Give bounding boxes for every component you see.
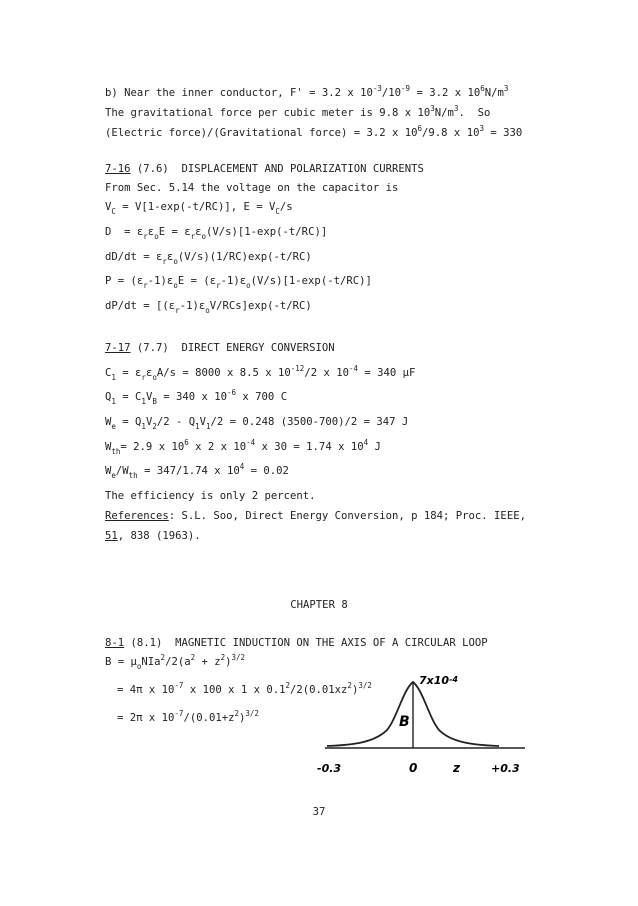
equation-line: $V_C = V[1-\exp(-t/RC)]$, $E = V_C/s$ xyxy=(105,201,293,216)
section-heading-7-16 xyxy=(105,162,424,176)
text-line: From Sec. 5.14 the voltage on the capacitor is xyxy=(105,182,399,194)
peak-label: 7x10-4 xyxy=(419,674,458,687)
section-number: 7-16 xyxy=(105,163,131,175)
equation-line: $W_{th}= 2.9$ x $10^6$ x 2 x $10^{-4}$ x 30 = 1.74 x $10^4$ J xyxy=(105,438,381,456)
equation-line: $B = \mu_oNIa^2/2(a^2 + z^2)^{3/2}$ xyxy=(105,653,246,671)
references-text: , 838 (1963). xyxy=(117,530,201,542)
references-line xyxy=(105,509,526,523)
section-title: (7.7) DIRECT ENERGY CONVERSION xyxy=(130,342,335,354)
section-heading-7-17 xyxy=(105,341,335,355)
x-center-label: 0 xyxy=(409,761,418,775)
section-title: (7.6) DISPLACEMENT AND POLARIZATION CURRENTS xyxy=(130,163,424,175)
volume-number: 51 xyxy=(105,530,118,542)
equation-line: $W_e = Q_1V_2/2 - Q_1V_1/2 = 0.248$ (3500-700)/2 = 347 J xyxy=(105,416,409,431)
x-variable-label: z xyxy=(453,761,460,775)
equation-line: $dD/dt = \varepsilon_r\varepsilon_o(V/s)(1/RC)\exp(-t/RC)$ xyxy=(105,251,312,266)
section-heading-8-1 xyxy=(105,636,488,650)
text-line: b) Near the inner conductor, F' = 3.2 x $10^{-3}/10^{-9} = 3.2$ x $10^6N/m^3$ xyxy=(105,84,509,99)
curve-label: B xyxy=(399,714,410,730)
page-number: 37 xyxy=(312,806,326,818)
equation-line: = 2π x $10^{-7}/(0.01+z^2)^{3/2}$ xyxy=(117,709,259,724)
references-line-2 xyxy=(105,529,201,543)
text-line: The gravitational force per cubic meter is 9.8 x $10^3N/m^3$. So xyxy=(105,104,491,119)
b-field-sketch xyxy=(315,660,530,775)
section-number: 8-1 xyxy=(105,637,125,649)
references-text: : S.L. Soo, Direct Energy Conversion, p 184; Proc. IEEE, xyxy=(168,510,526,522)
chapter-heading: CHAPTER 8 xyxy=(290,599,348,611)
references-label: References xyxy=(105,510,169,522)
equation-line: $C_1 = \varepsilon_r\varepsilon_oA/s = 8000$ x 8.5 x $10^{-12}/2$ x $10^{-4} = 340$ μF xyxy=(105,364,416,382)
equation-line: $dP/dt = [(\varepsilon_r-1)\varepsilon_oV/RCs]\exp(-t/RC)$ xyxy=(105,300,312,315)
section-title: (8.1) MAGNETIC INDUCTION ON THE AXIS OF A CIRCULAR LOOP xyxy=(124,637,488,649)
x-right-label: +0.3 xyxy=(491,762,520,775)
equation-line: $W_e/W_{th} = 347/1.74$ x $10^4 = 0.02$ xyxy=(105,462,289,480)
equation-line: $D = \varepsilon_r\varepsilon_oE = \varepsilon_r\varepsilon_o(V/s)[1-\exp(-t/RC)]$ xyxy=(105,226,328,241)
x-left-label: -0.3 xyxy=(317,762,342,775)
equation-line: $Q_1 = C_1V_B = 340$ x $10^{-6}$ x 700 C xyxy=(105,388,288,406)
equation-line: $P = (\varepsilon_r-1)\varepsilon_oE = (\varepsilon_r-1)\varepsilon_o(V/s)[1-\exp(-t/RC)]$ xyxy=(105,275,372,290)
section-number: 7-17 xyxy=(105,342,131,354)
text-line: The efficiency is only 2 percent. xyxy=(105,490,316,502)
equation-line: = 4π x $10^{-7}$ x 100 x 1 x $0.1^2/2(0.01xz^2)^{3/2}$ xyxy=(117,681,372,696)
text-line: (Electric force)/(Gravitational force) = 3.2 x $10^6/9.8$ x $10^3 = 330$ xyxy=(105,124,523,139)
